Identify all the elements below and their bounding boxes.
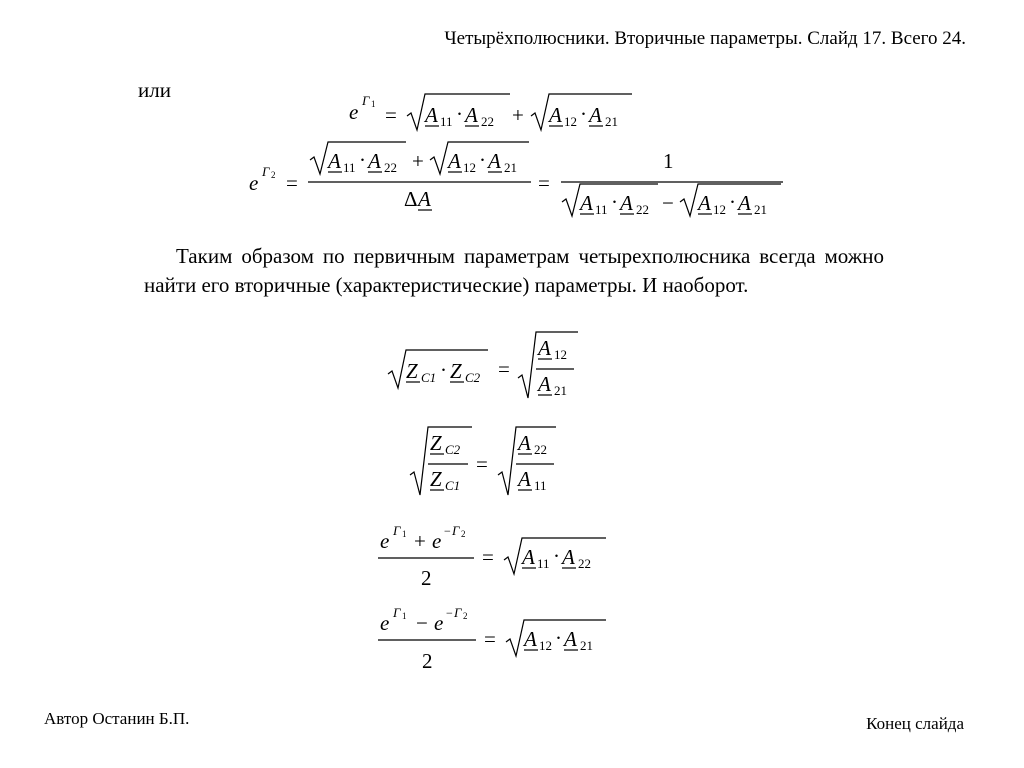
svg-text:12: 12 <box>554 347 567 362</box>
svg-text:1: 1 <box>663 149 674 173</box>
svg-text:2: 2 <box>422 649 433 673</box>
svg-text:Γ: Γ <box>362 93 370 108</box>
svg-text:A: A <box>488 149 501 173</box>
svg-text:Γ: Γ <box>393 605 401 620</box>
svg-text:−: − <box>446 606 453 620</box>
svg-text:=: = <box>286 171 298 195</box>
svg-text:Z: Z <box>406 359 418 383</box>
svg-text:Z: Z <box>430 467 442 491</box>
svg-text:=: = <box>476 452 488 476</box>
svg-text:1: 1 <box>402 529 407 539</box>
svg-text:11: 11 <box>595 202 608 217</box>
svg-text:2: 2 <box>461 529 466 539</box>
svg-text:A: A <box>698 191 711 215</box>
svg-text:A: A <box>518 467 531 491</box>
svg-text:21: 21 <box>554 383 567 398</box>
svg-text:A: A <box>448 149 461 173</box>
svg-text:21: 21 <box>580 638 593 653</box>
svg-text:+: + <box>412 149 424 173</box>
svg-text:·: · <box>479 148 486 172</box>
svg-text:A: A <box>524 627 537 651</box>
svg-text:11: 11 <box>537 556 550 571</box>
svg-text:12: 12 <box>564 114 577 129</box>
svg-text:11: 11 <box>343 160 356 175</box>
svg-text:A: A <box>522 545 535 569</box>
svg-text:A: A <box>589 103 602 127</box>
svg-text:C2: C2 <box>465 370 481 385</box>
svg-text:22: 22 <box>534 442 547 457</box>
svg-text:2: 2 <box>421 566 432 590</box>
svg-text:Γ: Γ <box>454 605 462 620</box>
svg-text:Γ: Γ <box>393 523 401 538</box>
svg-text:2: 2 <box>271 170 276 180</box>
svg-text:22: 22 <box>384 160 397 175</box>
svg-text:C1: C1 <box>421 370 437 385</box>
svg-text:−: − <box>444 524 451 538</box>
formula-3 <box>384 330 584 402</box>
svg-text:−: − <box>416 611 428 635</box>
svg-text:Γ: Γ <box>262 164 270 179</box>
svg-text:·: · <box>555 626 562 650</box>
slide-header: Четырёхполюсники. Вторичные параметры. Слайд 17. Всего 24. <box>444 28 966 49</box>
svg-text:+: + <box>512 103 524 127</box>
svg-text:A: A <box>549 103 562 127</box>
svg-text:Δ: Δ <box>404 187 418 211</box>
svg-text:C2: C2 <box>445 442 461 457</box>
svg-text:1: 1 <box>402 611 407 621</box>
svg-text:1: 1 <box>371 99 376 109</box>
svg-text:22: 22 <box>578 556 591 571</box>
svg-text:12: 12 <box>463 160 476 175</box>
svg-text:Z: Z <box>430 431 442 455</box>
formula-4 <box>406 425 566 499</box>
svg-text:e: e <box>380 611 390 635</box>
svg-text:A: A <box>580 191 593 215</box>
svg-text:e: e <box>432 529 442 553</box>
svg-text:·: · <box>729 190 736 214</box>
svg-text:A: A <box>564 627 577 651</box>
svg-text:·: · <box>456 102 463 126</box>
svg-text:=: = <box>482 545 494 569</box>
svg-text:e: e <box>349 100 359 124</box>
svg-text:A: A <box>425 103 438 127</box>
svg-text:21: 21 <box>754 202 767 217</box>
svg-text:11: 11 <box>534 478 547 493</box>
svg-text:21: 21 <box>605 114 618 129</box>
svg-text:C1: C1 <box>445 478 461 493</box>
formula-5 <box>376 524 616 590</box>
svg-text:Γ: Γ <box>452 523 460 538</box>
svg-text:=: = <box>538 171 550 195</box>
svg-text:A: A <box>328 149 341 173</box>
intro-word: или <box>138 78 171 102</box>
svg-text:·: · <box>440 358 447 382</box>
svg-text:·: · <box>580 102 587 126</box>
formula-6 <box>376 606 616 674</box>
svg-text:A: A <box>418 187 431 211</box>
formula-1 <box>345 92 645 136</box>
svg-text:=: = <box>484 627 496 651</box>
svg-text:2: 2 <box>463 611 468 621</box>
svg-text:A: A <box>738 191 751 215</box>
svg-text:12: 12 <box>713 202 726 217</box>
svg-text:+: + <box>414 529 426 553</box>
svg-text:=: = <box>498 357 510 381</box>
svg-text:11: 11 <box>440 114 453 129</box>
svg-text:A: A <box>465 103 478 127</box>
svg-text:A: A <box>518 431 531 455</box>
svg-text:·: · <box>359 148 366 172</box>
svg-text:A: A <box>620 191 633 215</box>
svg-text:·: · <box>611 190 618 214</box>
svg-text:12: 12 <box>539 638 552 653</box>
svg-text:22: 22 <box>636 202 649 217</box>
svg-text:A: A <box>538 336 551 360</box>
svg-text:e: e <box>380 529 390 553</box>
svg-text:A: A <box>562 545 575 569</box>
explanation-paragraph: Таким образом по первичным параметрам четырехполюсника всегда можно найти его вторичные (характеристические) параметры. И наоборот. <box>144 244 884 297</box>
svg-text:21: 21 <box>504 160 517 175</box>
svg-text:=: = <box>385 103 397 127</box>
svg-text:A: A <box>538 372 551 396</box>
svg-text:22: 22 <box>481 114 494 129</box>
svg-text:Z: Z <box>450 359 462 383</box>
svg-text:e: e <box>249 171 259 195</box>
author-label: Автор Останин Б.П. <box>44 709 190 728</box>
svg-text:·: · <box>553 544 560 568</box>
svg-text:e: e <box>434 611 444 635</box>
svg-text:A: A <box>368 149 381 173</box>
formula-2 <box>246 140 791 222</box>
end-of-slide-label[interactable]: Конец слайда <box>866 714 964 733</box>
svg-text:−: − <box>662 191 674 215</box>
